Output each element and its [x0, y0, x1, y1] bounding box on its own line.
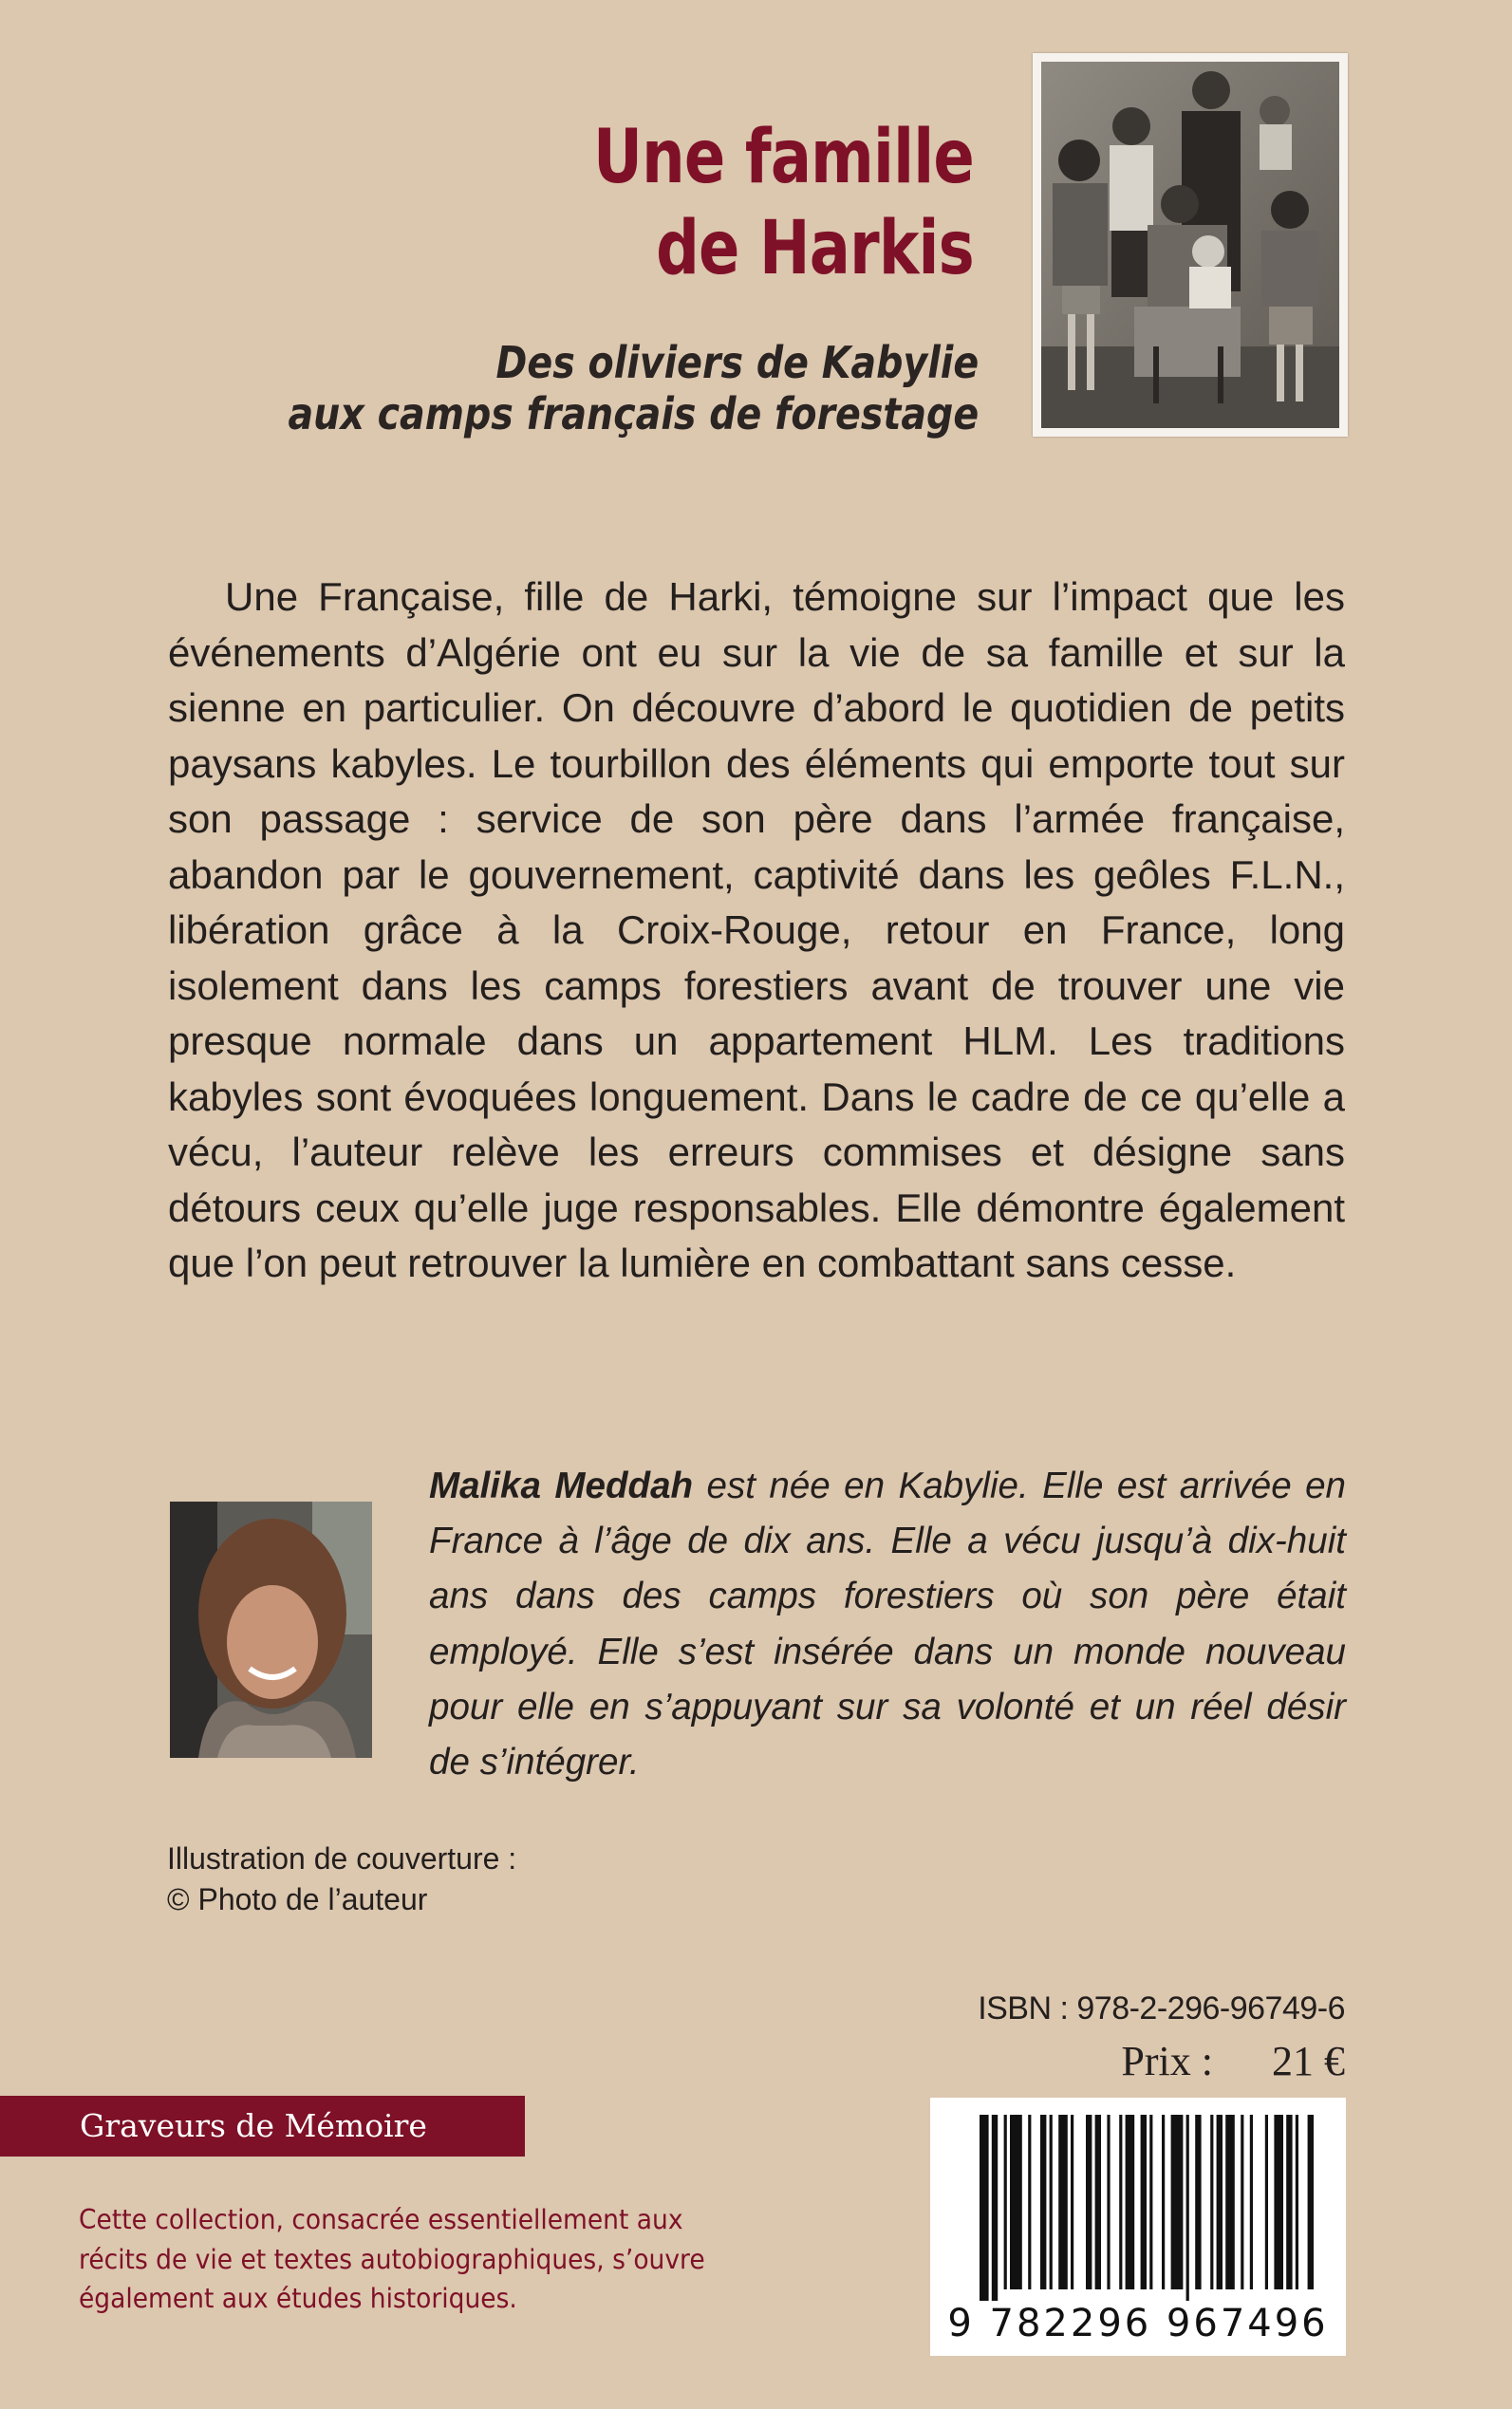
barcode-bar: [1107, 2115, 1110, 2289]
barcode-bar: [1210, 2115, 1213, 2289]
barcode-bar: [1250, 2115, 1253, 2289]
barcode-bar: [1095, 2115, 1101, 2289]
barcode-bar: [1004, 2115, 1007, 2289]
barcode-bar: [1195, 2115, 1201, 2289]
barcode-bar: [1162, 2115, 1165, 2289]
author-photo: [170, 1502, 372, 1758]
barcode-bar: [1171, 2115, 1184, 2289]
barcode-bar: [1040, 2115, 1046, 2289]
book-description: Une Française, fille de Harki, témoigne sur l’impact que les événements d’Algérie ont eu sur la vie de sa famille et sur la sienne en particulier. On découvre d’abord le quotidien de petits paysans kabyles. Le tourbillon des éléments qui emporte tout sur son passage : service de son père dans l’armée française, abandon par le gouvernement, captivité dans les geôles F.L.N., libération grâce à la Croix-Rouge, retour en France, long isolement dans les camps forestiers avant de trouver une vie presque normale dans un appartement HLM. Les traditions kabyles sont évoquées longuement. Dans le cadre de ce qu’elle a vécu, l’auteur relève les erreurs commises et désigne sans détours ceux qu’elle juge responsables. Elle démontre également que l’on peut retrouver la lumière en combattant sans cesse.: [168, 574, 1345, 1285]
barcode-bar: [1265, 2115, 1268, 2289]
barcode-bar: [1217, 2115, 1223, 2289]
barcode-bar: [1050, 2115, 1053, 2289]
barcode-bar: [1010, 2115, 1022, 2289]
barcode-bar: [1119, 2115, 1122, 2289]
barcode-bar: [1296, 2115, 1298, 2289]
collection-name: Graveurs de Mémoire: [0, 2096, 525, 2157]
barcode-bar: [980, 2115, 989, 2301]
barcode-bar: [1071, 2115, 1073, 2289]
family-photo: [1033, 53, 1348, 437]
author-bio: [429, 1459, 1346, 1790]
book-title: [593, 112, 974, 294]
barcode: [930, 2098, 1346, 2356]
barcode-bar: [1141, 2115, 1147, 2289]
barcode-bar: [1274, 2115, 1283, 2289]
barcode-bar: [1308, 2115, 1314, 2289]
barcode-bar: [1225, 2115, 1235, 2289]
barcode-bar: [1149, 2115, 1152, 2289]
collection-description: Cette collection, consacrée essentiellement aux récits de vie et textes autobiographiques, s’ouvre également aux études historiques.: [79, 2204, 705, 2314]
author-name: Malika Meddah: [429, 1466, 694, 1506]
barcode-bar: [1186, 2115, 1189, 2301]
barcode-bar: [1126, 2115, 1135, 2289]
author-photo-image: [170, 1502, 372, 1758]
author-bio-text: est née en Kabylie. Elle est arrivée en France à l’âge de dix ans. Elle a vécu jusqu’à dix-huit ans dans des camps forestiers où son père était employé. Elle s’est insérée dans un monde nouveau pour elle en s’appuyant sur sa volonté et un réel désir de s’intégrer.: [429, 1466, 1346, 1783]
price: [1121, 2037, 1345, 2085]
cover-credit: [167, 1839, 516, 1920]
book-subtitle-line-1: Des oliviers de Kabylie: [495, 337, 979, 388]
price-label: Prix :: [1121, 2038, 1213, 2084]
barcode-bar: [1241, 2115, 1243, 2289]
barcode-digits: 9 782296 967496: [947, 2302, 1329, 2345]
barcode-bar: [1086, 2115, 1092, 2289]
book-title-line-1: Une famille: [593, 115, 974, 200]
barcode-bar: [1028, 2115, 1031, 2289]
barcode-bar: [1286, 2115, 1292, 2289]
barcode-bar: [992, 2115, 998, 2301]
barcode-bar: [1058, 2115, 1068, 2289]
cover-credit-line-2: © Photo de l’auteur: [167, 1882, 428, 1916]
book-title-line-2: de Harkis: [656, 206, 974, 291]
family-photo-image: [1041, 62, 1339, 428]
book-subtitle-line-2: aux camps français de forestage: [288, 388, 979, 439]
isbn: ISBN : 978-2-296-96749-6: [978, 1990, 1345, 2026]
cover-credit-line-1: Illustration de couverture :: [167, 1841, 517, 1876]
book-subtitle: [288, 337, 979, 439]
price-value: 21 €: [1272, 2038, 1345, 2084]
